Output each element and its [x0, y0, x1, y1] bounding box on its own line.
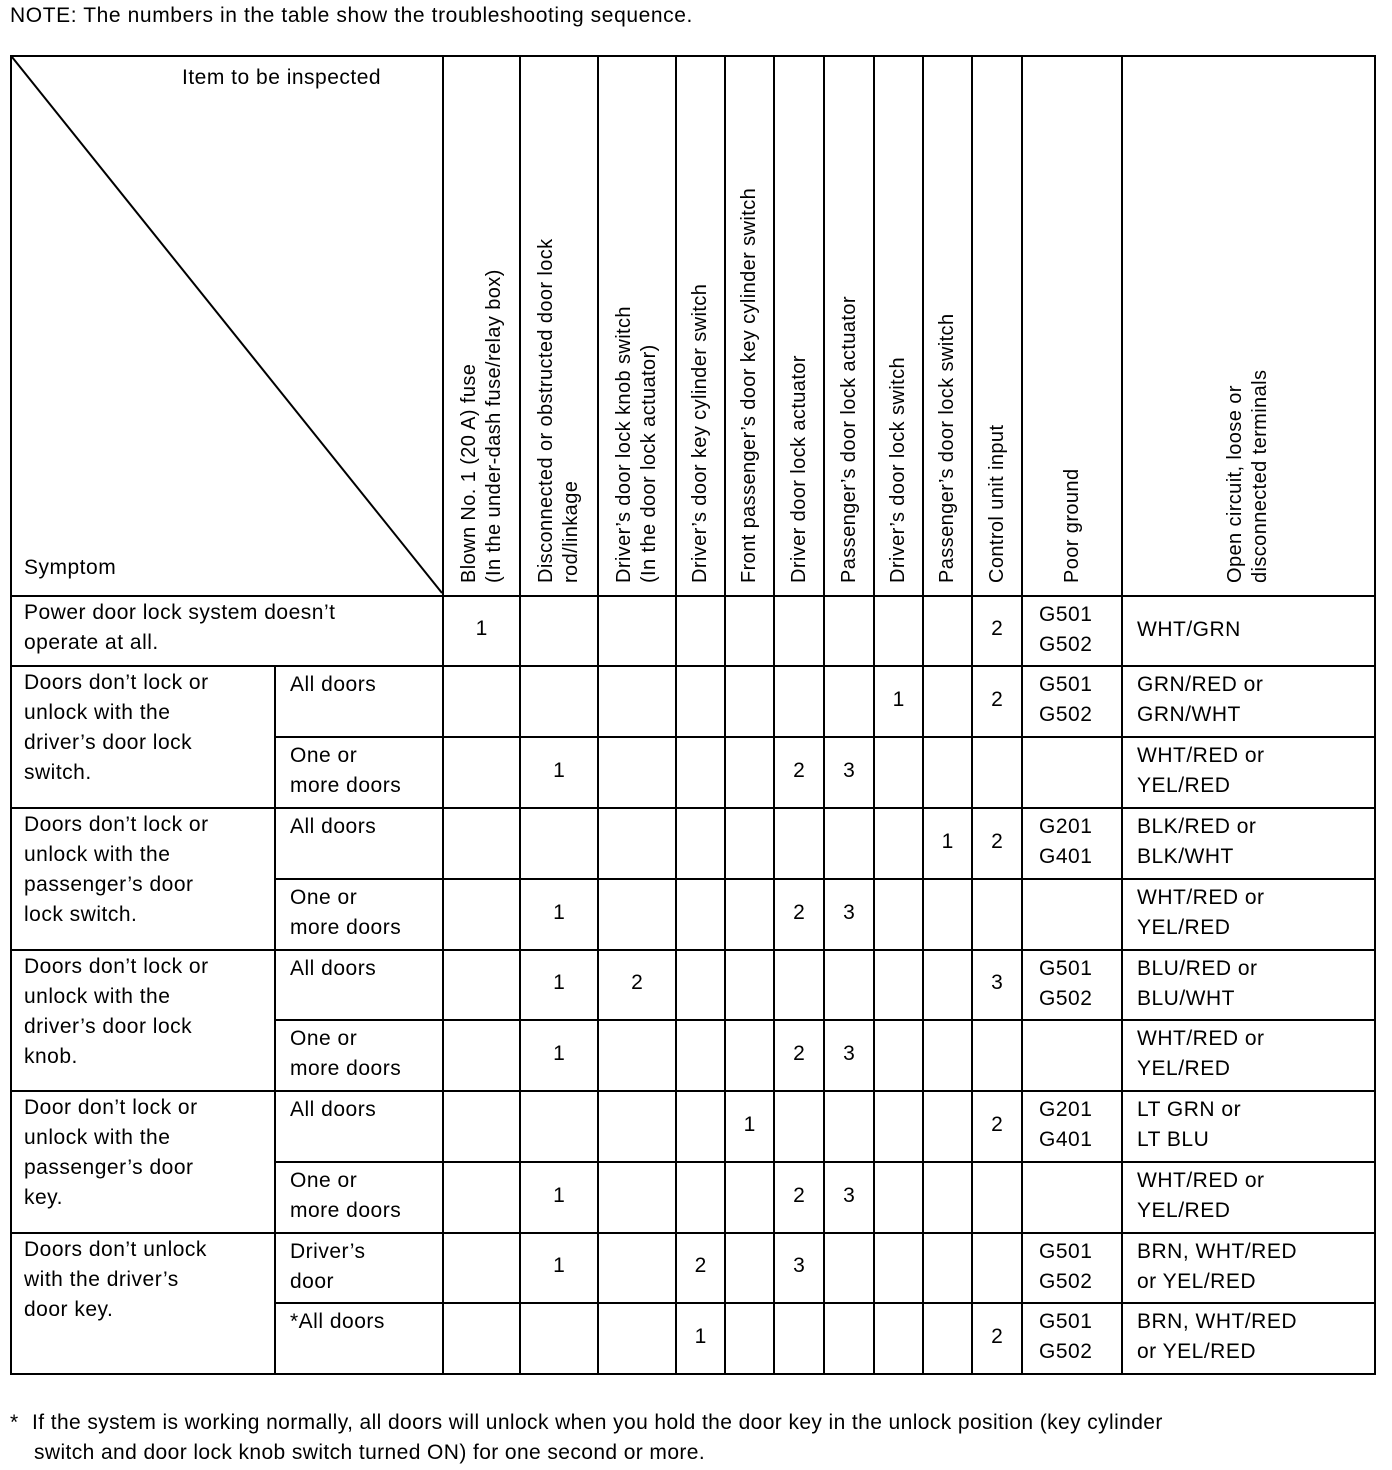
- symptom-line: passenger’s door: [24, 1156, 194, 1179]
- sequence-number: 2: [694, 1254, 707, 1277]
- sequence-number: 3: [843, 1041, 855, 1065]
- door-scope-line: One or: [290, 744, 358, 767]
- door-scope-line: All doors: [290, 815, 377, 838]
- wire-colors: [1137, 670, 1263, 730]
- wire-color-line: LT BLU: [1137, 1128, 1210, 1151]
- symptom-text: [24, 668, 209, 788]
- ground-points: [1039, 670, 1092, 730]
- symptom-line: key.: [24, 1186, 63, 1209]
- column-divider: [773, 55, 775, 1373]
- column-divider: [442, 55, 444, 1373]
- column-header-line: Passenger’s door lock switch: [936, 313, 958, 583]
- row-divider: [10, 665, 1374, 667]
- ground-points: [1039, 954, 1092, 1014]
- symptom-line: Doors don’t lock or: [24, 813, 209, 836]
- sequence-number: 3: [843, 1183, 855, 1207]
- column-header: [1060, 469, 1085, 583]
- wire-color-line: LT GRN or: [1137, 1098, 1242, 1121]
- ground-points: [1039, 812, 1092, 872]
- header-divider: [10, 595, 1374, 597]
- sequence-number: 2: [793, 1041, 805, 1065]
- column-divider: [1021, 55, 1023, 1373]
- wire-color-line: YEL/RED: [1137, 1057, 1231, 1080]
- column-header-line: Poor ground: [1060, 468, 1083, 583]
- sequence-number: 2: [793, 900, 805, 924]
- door-scope-line: more doors: [290, 1199, 402, 1222]
- wire-colors: [1137, 1024, 1265, 1084]
- symptom-line: knob.: [24, 1045, 78, 1068]
- subcolumn-divider: [274, 665, 276, 1373]
- ground-points: [1039, 1095, 1092, 1155]
- door-scope-label: [290, 1307, 385, 1337]
- ground-point: G201: [1039, 1098, 1093, 1121]
- column-header-line: Passenger’s door lock actuator: [837, 296, 860, 583]
- door-scope-line: more doors: [290, 774, 402, 797]
- ground-point: G502: [1039, 1270, 1093, 1293]
- sequence-number: 3: [843, 900, 855, 924]
- symptom-line: Power door lock system doesn’t: [24, 601, 336, 624]
- sequence-number: 1: [553, 1254, 565, 1277]
- door-scope-line: door: [290, 1270, 335, 1293]
- door-scope-line: All doors: [290, 957, 377, 980]
- troubleshooting-table: [10, 55, 1382, 1373]
- ground-point: G501: [1039, 673, 1093, 696]
- row-divider: [10, 807, 1374, 809]
- column-header: [837, 296, 862, 583]
- door-scope-label: [290, 1237, 366, 1297]
- sequence-number: 1: [743, 1112, 756, 1136]
- item-to-be-inspected-label: Item to be inspected: [182, 66, 382, 89]
- column-header: [935, 314, 960, 583]
- wire-color-line: WHT/RED or: [1137, 1169, 1265, 1192]
- column-header-line: Driver door lock actuator: [787, 355, 810, 583]
- column-header-line: Driver’s door lock switch: [887, 357, 909, 583]
- wire-color-line: YEL/RED: [1137, 774, 1231, 797]
- row-divider: [274, 1302, 1374, 1304]
- column-header: [737, 188, 762, 583]
- column-header: [457, 269, 507, 583]
- column-divider: [1121, 55, 1123, 1373]
- door-scope-line: *All doors: [290, 1310, 385, 1333]
- symptom-line: unlock with the: [24, 701, 171, 724]
- door-scope-label: [290, 670, 376, 700]
- symptom-line: Doors don’t lock or: [24, 671, 209, 694]
- symptom-line: unlock with the: [24, 985, 171, 1008]
- sequence-number: 2: [991, 687, 1003, 711]
- wire-color-line: or YEL/RED: [1137, 1270, 1256, 1293]
- column-divider: [724, 55, 726, 1373]
- footnote-line-2: switch and door lock knob switch turned ON) for one second or more.: [34, 1441, 706, 1464]
- row-divider: [274, 878, 1374, 880]
- ground-point: G502: [1039, 1340, 1093, 1363]
- sequence-number: 1: [475, 617, 488, 640]
- symptom-line: lock switch.: [24, 903, 138, 926]
- symptom-label: Symptom: [24, 556, 117, 579]
- wire-color-line: BLK/RED or: [1137, 815, 1257, 838]
- ground-points: [1039, 600, 1092, 660]
- sequence-number: 1: [553, 758, 565, 782]
- wire-colors: [1137, 1307, 1297, 1367]
- column-header: [688, 284, 713, 583]
- column-header-line: Driver’s door key cylinder switch: [689, 283, 711, 583]
- wire-color-line: BLK/WHT: [1137, 845, 1234, 868]
- ground-point: G501: [1039, 603, 1093, 626]
- wire-colors: [1137, 1166, 1265, 1226]
- wire-color-line: GRN/WHT: [1137, 703, 1241, 726]
- wire-color-line: BRN, WHT/RED: [1137, 1240, 1297, 1263]
- ground-point: G502: [1039, 987, 1093, 1010]
- symptom-line: unlock with the: [24, 843, 171, 866]
- symptom-line: Doors don’t unlock: [24, 1238, 207, 1261]
- symptom-line: door key.: [24, 1298, 114, 1321]
- door-scope-label: [290, 741, 401, 801]
- wire-colors: [1137, 741, 1265, 801]
- door-scope-line: One or: [290, 886, 358, 909]
- ground-point: G501: [1039, 1240, 1093, 1263]
- wire-color-line: GRN/RED or: [1137, 673, 1264, 696]
- symptom-line: switch.: [24, 761, 92, 784]
- row-divider: [274, 1019, 1374, 1021]
- column-header: [886, 357, 911, 583]
- table-note: NOTE: The numbers in the table show the troubleshooting sequence.: [10, 4, 693, 27]
- sequence-number: 3: [991, 971, 1003, 994]
- column-header-line: Front passenger’s door key cylinder switch: [738, 187, 760, 583]
- symptom-line: driver’s door lock: [24, 1015, 193, 1038]
- door-scope-label: [290, 883, 401, 943]
- ground-point: G401: [1039, 1128, 1093, 1151]
- door-scope-line: more doors: [290, 1057, 402, 1080]
- ground-point: G502: [1039, 633, 1093, 656]
- ground-point: G201: [1039, 815, 1093, 838]
- column-divider: [971, 55, 973, 1373]
- sequence-number: 3: [793, 1254, 805, 1277]
- wire-color-line: BLU/RED or: [1137, 957, 1258, 980]
- wire-colors: [1137, 883, 1265, 943]
- column-header-line: Control unit input: [985, 424, 1008, 583]
- wire-colors: [1137, 1237, 1297, 1297]
- ground-point: G502: [1039, 703, 1093, 726]
- symptom-text: [24, 810, 209, 930]
- wire-color-line: or YEL/RED: [1137, 1340, 1256, 1363]
- sequence-number: 1: [694, 1324, 707, 1348]
- symptom-line: driver’s door lock: [24, 731, 193, 754]
- door-scope-label: [290, 812, 376, 842]
- door-scope-line: All doors: [290, 673, 377, 696]
- column-divider: [519, 55, 521, 1373]
- row-divider: [10, 949, 1374, 951]
- door-scope-line: Driver’s: [290, 1240, 366, 1263]
- column-divider: [873, 55, 875, 1373]
- symptom-text: [24, 598, 335, 658]
- wire-color-line: BLU/WHT: [1137, 987, 1235, 1010]
- column-header: [985, 425, 1010, 583]
- ground-point: G401: [1039, 845, 1093, 868]
- column-header-line: (In the under-dash fuse/relay box): [482, 269, 505, 583]
- sequence-number: 3: [843, 758, 855, 782]
- door-scope-label: [290, 1166, 401, 1226]
- symptom-line: passenger’s door: [24, 873, 194, 896]
- header-diagonal-line: [10, 55, 444, 595]
- wire-color-line: YEL/RED: [1137, 916, 1231, 939]
- sequence-number: 1: [553, 900, 565, 924]
- ground-point: G501: [1039, 957, 1093, 980]
- door-scope-label: [290, 1095, 376, 1125]
- sequence-number: 2: [991, 617, 1003, 640]
- column-header-line: Driver’s door lock knob switch: [613, 306, 635, 583]
- wire-color-line: WHT/RED or: [1137, 886, 1265, 909]
- wire-color-line: WHT/RED or: [1137, 744, 1265, 767]
- column-header-line: Disconnected or obstructed door lock: [535, 238, 557, 583]
- symptom-line: with the driver’s: [24, 1268, 179, 1291]
- symptom-line: Door don’t lock or: [24, 1096, 198, 1119]
- symptom-line: operate at all.: [24, 631, 159, 654]
- ground-point: G501: [1039, 1310, 1093, 1333]
- door-scope-line: One or: [290, 1027, 358, 1050]
- door-scope-line: All doors: [290, 1098, 377, 1121]
- symptom-text: [24, 1235, 207, 1325]
- wire-colors: [1137, 812, 1256, 872]
- column-header-line: rod/linkage: [560, 480, 582, 583]
- column-header-line: disconnected terminals: [1248, 369, 1271, 583]
- sequence-number: 2: [631, 971, 643, 994]
- wire-colors: [1137, 1095, 1241, 1155]
- sequence-number: 2: [991, 1324, 1003, 1348]
- sequence-number: 1: [553, 971, 565, 994]
- column-header-line: Blown No. 1 (20 A) fuse: [457, 363, 480, 583]
- door-scope-label: [290, 954, 376, 984]
- column-divider: [597, 55, 599, 1373]
- sequence-number: 1: [892, 687, 905, 711]
- symptom-line: Doors don’t lock or: [24, 955, 209, 978]
- door-scope-line: more doors: [290, 916, 402, 939]
- wire-colors: [1137, 615, 1241, 645]
- footnote-line-1: If the system is working normally, all doors will unlock when you hold the door key in the unlock position (key cylinder: [32, 1411, 1163, 1434]
- column-header: [534, 238, 584, 583]
- wire-color-line: WHT/RED or: [1137, 1027, 1265, 1050]
- ground-points: [1039, 1237, 1092, 1297]
- sequence-number: 2: [991, 829, 1003, 853]
- column-header: [612, 306, 662, 583]
- ground-points: [1039, 1307, 1092, 1367]
- sequence-number: 1: [553, 1183, 565, 1207]
- sequence-number: 2: [793, 1183, 805, 1207]
- column-header-line: (In the door lock actuator): [638, 344, 660, 583]
- row-divider: [10, 1232, 1374, 1234]
- row-divider: [274, 1161, 1374, 1163]
- wire-color-line: WHT/GRN: [1137, 618, 1241, 641]
- door-scope-line: One or: [290, 1169, 358, 1192]
- sequence-number: 2: [793, 758, 805, 782]
- symptom-line: unlock with the: [24, 1126, 171, 1149]
- column-divider: [922, 55, 924, 1373]
- footnote-marker: *: [10, 1411, 19, 1434]
- footnote: [10, 1408, 1382, 1468]
- symptom-text: [24, 1093, 198, 1213]
- wire-colors: [1137, 954, 1258, 1014]
- column-header-line: Open circuit, loose or: [1223, 385, 1246, 583]
- symptom-text: [24, 952, 209, 1072]
- row-divider: [274, 736, 1374, 738]
- sequence-number: 2: [991, 1112, 1003, 1136]
- sequence-number: 1: [553, 1041, 565, 1065]
- wire-color-line: YEL/RED: [1137, 1199, 1231, 1222]
- column-header: [1223, 370, 1273, 583]
- sequence-number: 1: [941, 829, 954, 853]
- row-divider: [10, 1090, 1374, 1092]
- column-header: [787, 355, 812, 583]
- door-scope-label: [290, 1024, 401, 1084]
- column-divider: [823, 55, 825, 1373]
- wire-color-line: BRN, WHT/RED: [1137, 1310, 1297, 1333]
- column-divider: [675, 55, 677, 1373]
